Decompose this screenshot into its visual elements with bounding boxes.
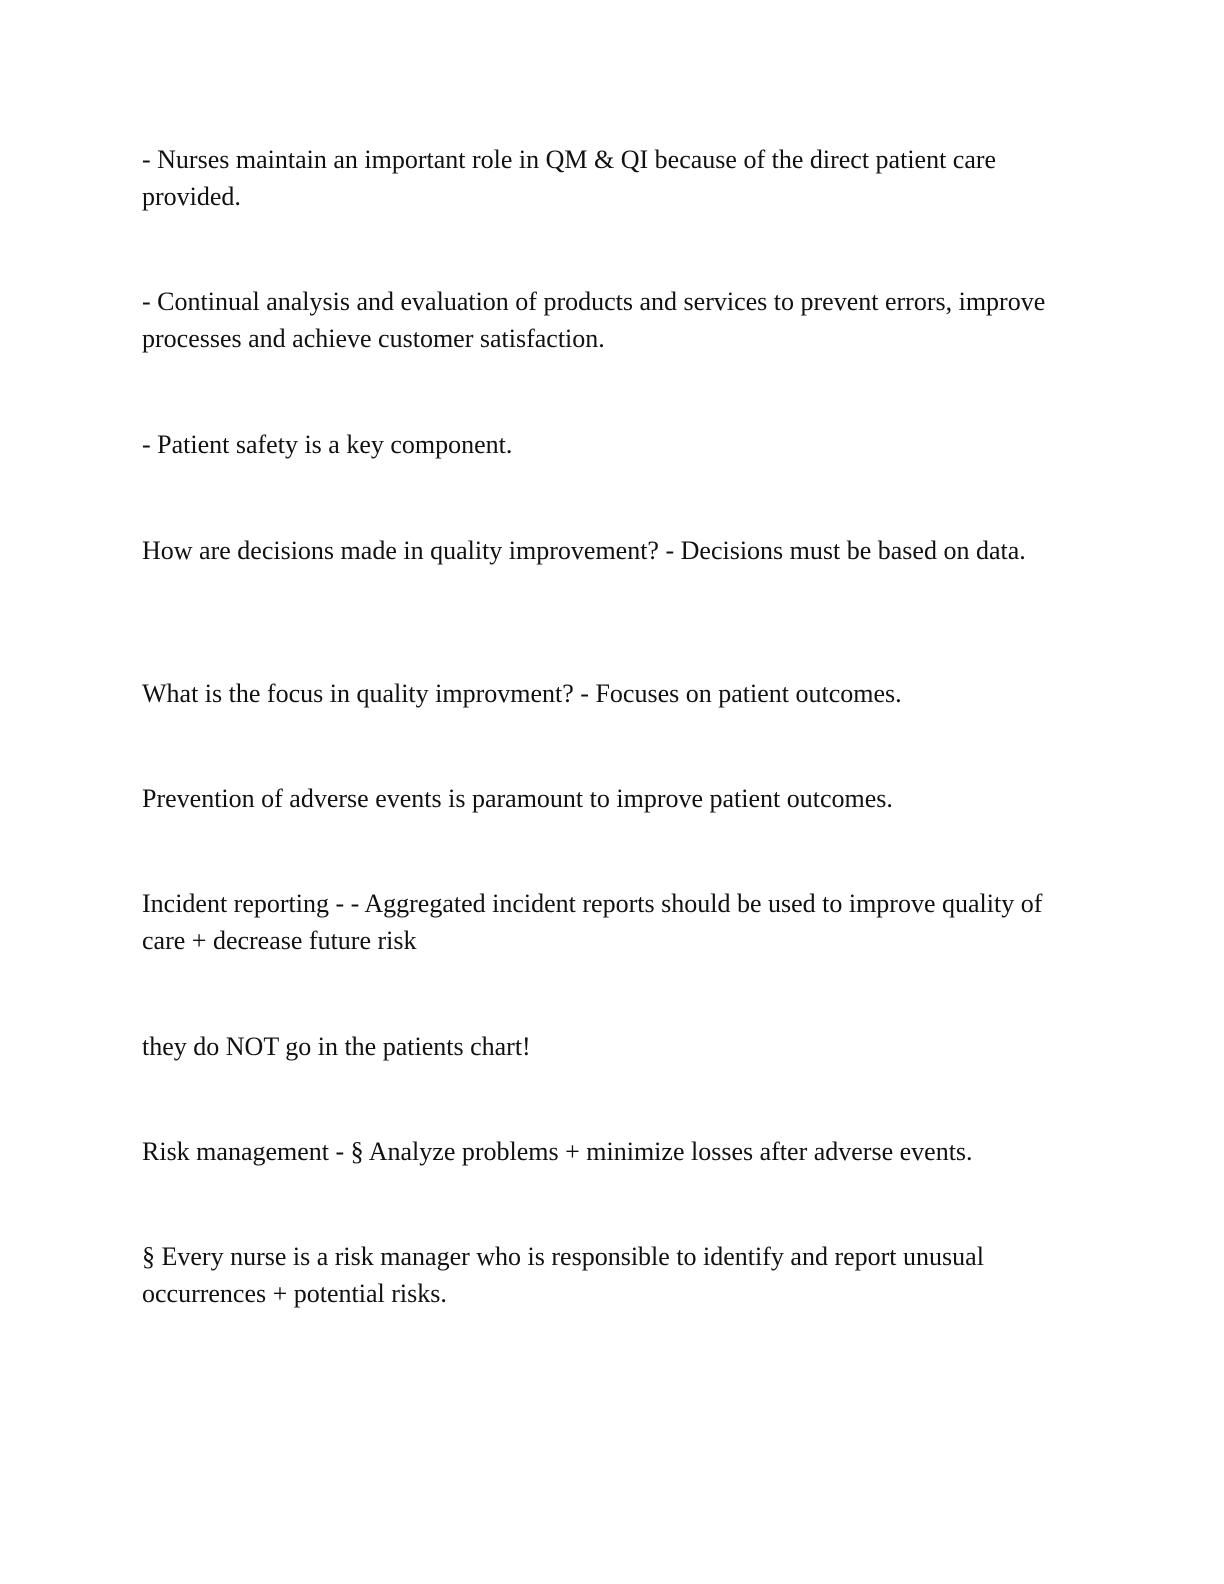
paragraph-nurses-role: - Nurses maintain an important role in QM & QI because of the direct patient care provided. — [142, 145, 997, 211]
paragraph-continual-analysis: - Continual analysis and evaluation of products and services to prevent errors, improve processes and achieve customer satisfaction. — [142, 287, 1046, 353]
paragraph-incident-reporting: Incident reporting - - Aggregated incident reports should be used to improve quality of care + decrease future risk — [142, 889, 1043, 955]
paragraph-not-in-chart: they do NOT go in the patients chart! — [142, 1032, 531, 1061]
paragraph-patient-safety: - Patient safety is a key component. — [142, 430, 513, 459]
paragraph-focus: What is the focus in quality improvment? - Focuses on patient outcomes. — [142, 679, 902, 708]
paragraph-decisions: How are decisions made in quality improvement? - Decisions must be based on data. — [142, 536, 1026, 565]
paragraph-prevention: Prevention of adverse events is paramount to improve patient outcomes. — [142, 784, 893, 813]
paragraph-every-nurse: § Every nurse is a risk manager who is responsible to identify and report unusual occurrences + potential risks. — [142, 1242, 984, 1308]
paragraph-risk-management: Risk management - § Analyze problems + minimize losses after adverse events. — [142, 1137, 973, 1166]
